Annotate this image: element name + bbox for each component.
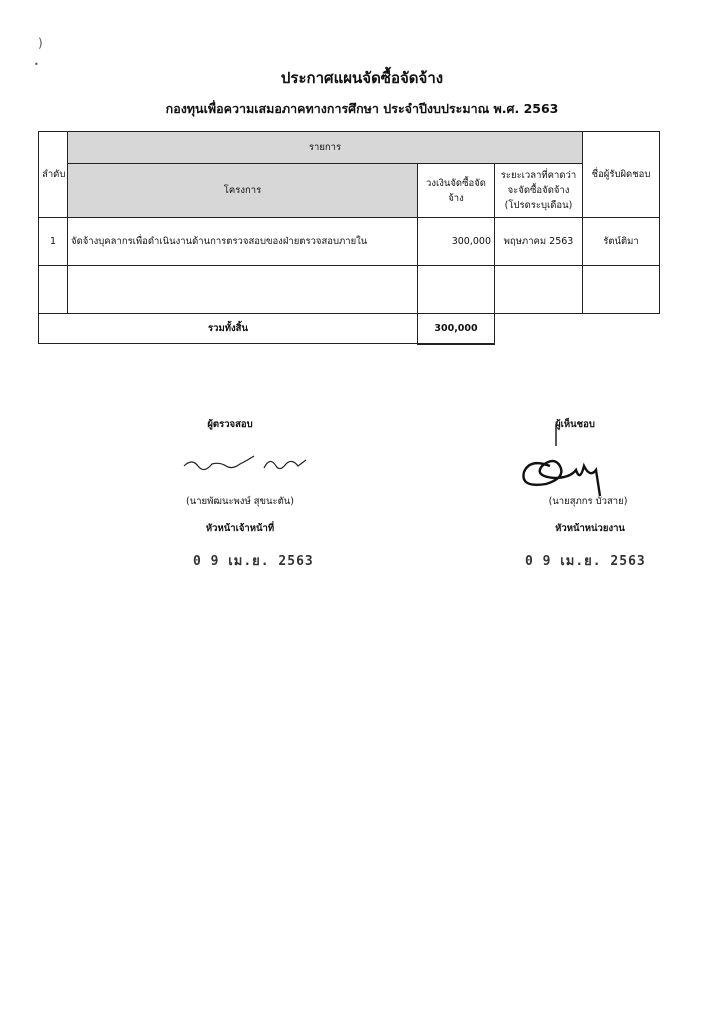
right-signer-role: ผู้เห็นชอบ [555,419,595,430]
total-label: รวมทั้งสิ้น [39,314,418,344]
page-subtitle: กองทุนเพื่อความเสมอภาคทางการศึกษา ประจำปีงบประมาณ พ.ศ. 2563 [165,101,559,116]
header-budget: วงเงินจัดซื้อจัดจ้าง [418,164,495,218]
table-row [39,218,660,266]
table-row-empty [39,266,660,314]
header-owner: ชื่อผู้รับผิดชอบ [583,132,660,218]
header-seq: ลำดับ [39,132,68,218]
left-signer-position: หัวหน้าเจ้าหน้าที่ [205,523,275,534]
procurement-plan-table [38,131,660,345]
left-signer-role: ผู้ตรวจสอบ [207,419,253,430]
total-row [39,314,660,344]
header-items: รายการ [68,132,583,164]
right-signature [510,422,610,500]
row-period: พฤษภาคม 2563 [495,218,583,266]
left-date-stamp: 0 9 เม.ย. 2563 [193,554,314,569]
row-budget: 300,000 [418,218,495,266]
row-seq: 1 [39,218,68,266]
row-owner: รัตน์ติมา [583,218,660,266]
header-row-bottom [39,164,660,218]
right-signer-name: (นายสุภกร บัวสาย) [548,496,628,507]
right-date-stamp: 0 9 เม.ย. 2563 [525,554,646,569]
row-project: จัดจ้างบุคลากรเพื่อดำเนินงานด้านการตรวจสอบของฝ่ายตรวจสอบภายใน [68,218,418,266]
header-row-top [39,132,660,164]
left-signature [180,452,310,480]
right-signer-position: หัวหน้าหน่วยงาน [555,523,625,534]
header-project: โครงการ [68,164,418,218]
scan-dot: • [34,60,39,69]
header-period: ระยะเวลาที่คาดว่าจะจัดซื้อจัดจ้าง (โปรดระบุเดือน) [495,164,583,218]
left-signer-name: (นายพัฒนะพงษ์ สุขนะตัน) [186,496,294,507]
page-title: ประกาศแผนจัดซื้อจัดจ้าง [280,69,444,87]
margin-mark: ) [38,36,43,50]
total-value: 300,000 [418,314,495,344]
